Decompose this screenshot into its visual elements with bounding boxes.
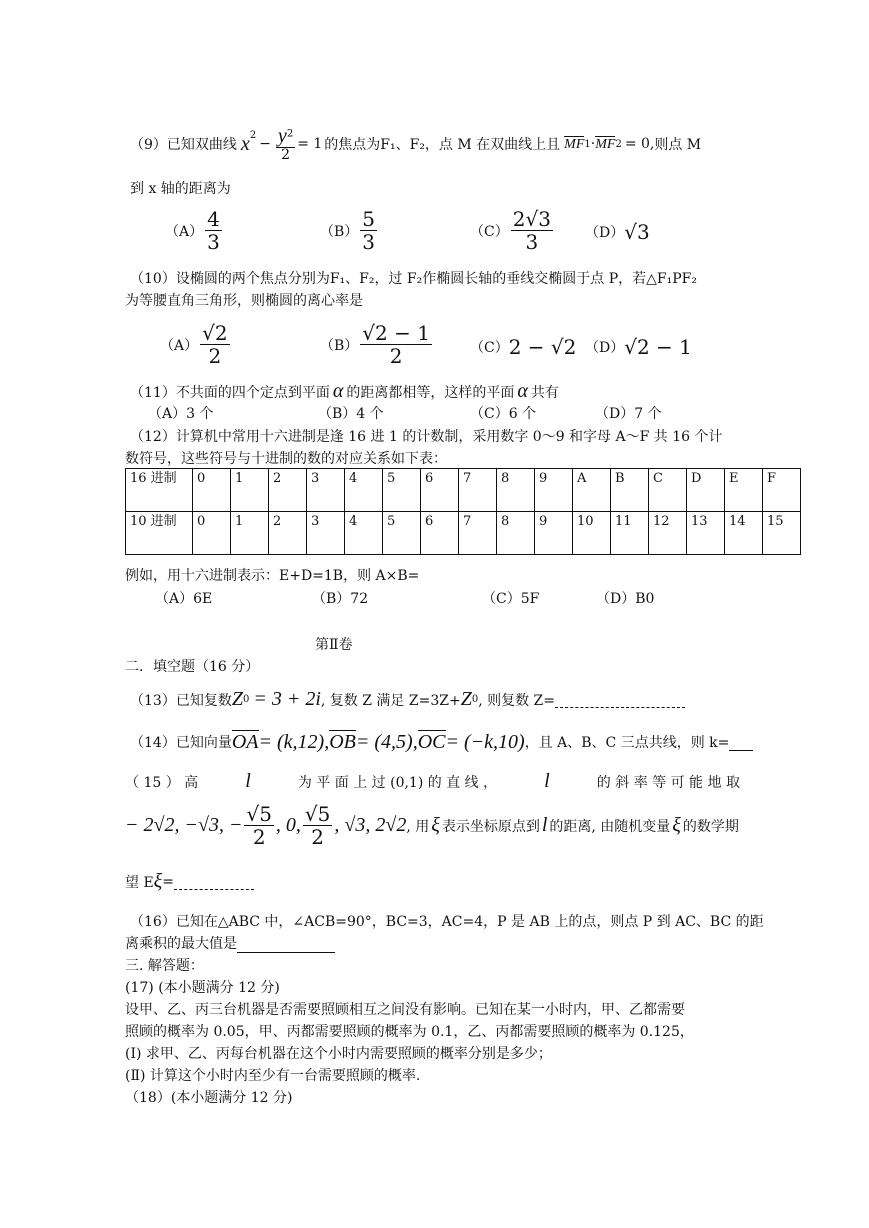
q9-y-exp: 2 xyxy=(286,128,294,140)
table-cell: 2 xyxy=(269,512,307,555)
q9-minus: − xyxy=(259,136,271,152)
q12-option-d: （D）B0 xyxy=(596,591,655,607)
q11-option-c: （C）6 个 xyxy=(470,406,537,422)
q12-option-a: （A）6E xyxy=(155,591,213,607)
table-cell: 3 xyxy=(307,469,345,512)
table-cell: 0 xyxy=(193,469,231,512)
q12-example: 例如，用十六进制表示：E+D=1B，则 A×B= xyxy=(125,568,420,584)
table-head-decimal: 10 进制 xyxy=(126,512,193,555)
q13-answer-blank[interactable] xyxy=(555,691,685,708)
q17-line1: 设甲、乙、丙三台机器是否需要照顾相互之间没有影响。已知在某一小时内，甲、乙都需要 xyxy=(125,1002,685,1018)
q11-alpha-2: α xyxy=(517,380,528,402)
table-cell: E xyxy=(725,469,763,512)
q17-header: (17) (本小题满分 12 分) xyxy=(125,980,280,996)
table-head-hex: 16 进制 xyxy=(126,469,193,512)
q14-expr-1: = (k,12), xyxy=(258,730,330,753)
q16-line2 xyxy=(125,933,335,953)
q13-z0-sub-2: 0 xyxy=(471,694,479,705)
q9-option-b-value: $\frac{5}{3}$ xyxy=(362,207,376,254)
q10-option-d-value: √2 − 1 xyxy=(624,335,692,359)
q13-prefix: （13）已知复数 xyxy=(130,692,232,709)
table-cell: 15 xyxy=(763,512,801,555)
q14-expr-2: = (4,5), xyxy=(355,730,418,753)
q9-eq-zero: = 0, xyxy=(624,136,655,152)
q9-option-b-label: （B） xyxy=(320,223,359,240)
table-cell: A xyxy=(573,469,611,512)
q10-line2: 为等腰直角三角形，则椭圆的离心率是 xyxy=(125,293,363,309)
q12-line2: 数符号，这些符号与十进制的数的对应关系如下表： xyxy=(125,451,447,467)
table-cell: 3 xyxy=(307,512,345,555)
q15-text-a: （ 15 ） 高 xyxy=(125,774,199,791)
q9-option-c-value: $\frac{2√3}{3}$ xyxy=(512,207,551,254)
table-cell: 14 xyxy=(725,512,763,555)
q11-line1 xyxy=(130,380,559,403)
q15-answer-blank[interactable] xyxy=(174,873,254,890)
q12-option-c: （C）5F xyxy=(482,591,540,607)
q9-option-a xyxy=(165,208,224,253)
q9-line1 xyxy=(130,124,701,164)
q11-text-a: （11）不共面的四个定点到平面 xyxy=(130,384,330,401)
q9-x: x xyxy=(240,132,250,155)
table-cell: 1 xyxy=(231,469,269,512)
q9-option-a-label: （A） xyxy=(165,223,204,240)
q9-y-den: 2 xyxy=(281,146,291,163)
q15-frac-1: $\frac{√5}{2}$ xyxy=(246,802,272,849)
q10-option-a xyxy=(160,322,232,367)
table-cell: 4 xyxy=(345,469,383,512)
q15-line1 xyxy=(125,770,740,793)
table-cell: 0 xyxy=(193,512,231,555)
q9-vec2-sub: 2 xyxy=(615,138,622,150)
q11-text-c: 共有 xyxy=(530,384,559,401)
q9-vec2: MF xyxy=(595,136,616,152)
q9-x-exp: 2 xyxy=(249,130,257,141)
q10-option-a-label: （A） xyxy=(160,337,199,354)
q9-option-a-value: $\frac{4}{3}$ xyxy=(207,207,220,254)
q10-option-d-label: （D） xyxy=(585,340,625,356)
table-cell: 8 xyxy=(497,469,535,512)
q9-vec1: MF xyxy=(564,136,585,152)
q15-xi: ξ xyxy=(431,814,440,836)
q15-text-e: 表示坐标原点到 xyxy=(441,818,540,835)
q9-option-b xyxy=(320,208,379,253)
table-cell: 12 xyxy=(649,512,687,555)
table-row-hex xyxy=(126,469,801,512)
q13-z0-2: Z xyxy=(460,688,472,710)
table-cell: F xyxy=(763,469,801,512)
table-cell: 7 xyxy=(459,469,497,512)
q15-line2 xyxy=(125,803,739,848)
q14-expr-3: = (−k,10) xyxy=(445,730,525,753)
q9-line2: 到 x 轴的距离为 xyxy=(130,181,231,197)
q13-eq: = 3 + 2i xyxy=(253,688,321,710)
q15-text-h: 望 E xyxy=(125,874,154,891)
q13-mid: , 复数 Z 满足 Z=3Z+ xyxy=(320,692,461,709)
q9-rhs: = 1 xyxy=(297,136,323,152)
q14-vec-oa: OA xyxy=(231,731,259,753)
q11-option-d: （D）7 个 xyxy=(595,406,662,422)
q13-z0-sub: 0 xyxy=(242,694,250,705)
q11-option-b: （B）4 个 xyxy=(318,406,384,422)
q13-z0: Z xyxy=(231,688,243,710)
q11-option-a: （A）3 个 xyxy=(148,406,214,422)
q11-text-b: 的距离都相等，这样的平面 xyxy=(346,384,515,401)
table-cell: 10 xyxy=(573,512,611,555)
q10-line1: （10）设椭圆的两个焦点分别为F₁、F₂，过 F₂作椭圆长轴的垂线交椭圆于点 P，若△F₁PF₂ xyxy=(130,271,697,287)
q15-text-d: , 用 xyxy=(406,818,430,835)
table-cell: 7 xyxy=(459,512,497,555)
q17-part2: (Ⅱ) 计算这个小时内至少有一台需要照顾的概率. xyxy=(125,1068,421,1084)
q18-header: （18）(本小题满分 12 分) xyxy=(125,1090,293,1106)
section3-heading: 三. 解答题： xyxy=(125,958,204,974)
table-cell: 6 xyxy=(421,512,459,555)
q9-y: y xyxy=(277,124,287,147)
q10-option-b xyxy=(320,322,434,367)
q15-xi-3: ξ xyxy=(153,870,163,892)
q10-option-b-label: （B） xyxy=(320,337,359,354)
q9-y-fraction xyxy=(276,125,295,163)
q9-mid: 的焦点为F₁、F₂，点 M 在双曲线上且 xyxy=(324,137,561,153)
table-cell: 13 xyxy=(687,512,725,555)
table-cell: 2 xyxy=(269,469,307,512)
table-cell: D xyxy=(687,469,725,512)
q15-text-b: 为 平 面 上 过 (0,1) 的 直 线 ， xyxy=(297,774,498,791)
table-cell: 5 xyxy=(383,512,421,555)
q10-option-d xyxy=(585,335,692,359)
q16-answer-blank[interactable] xyxy=(237,938,335,953)
q15-text-c: 的 斜 率 等 可 能 地 取 xyxy=(596,774,740,791)
q9-prefix: （9）已知双曲线 xyxy=(130,137,237,153)
section2-heading: 二．填空题（16 分） xyxy=(125,659,260,675)
q14-vec-oc: OC xyxy=(417,731,446,753)
q15-vals-b: , 0, xyxy=(275,814,301,836)
q15-line3: 望 E ξ = xyxy=(125,870,254,893)
q10-option-c-label: （C） xyxy=(470,340,509,356)
q9-option-d xyxy=(585,220,650,244)
q10-option-b-value: $\frac{√2 - 1}{2}$ xyxy=(362,321,430,368)
q11-alpha: α xyxy=(332,380,344,402)
q15-text-f: 的距离, 由随机变量 xyxy=(549,818,671,835)
q17-part1: (Ⅰ) 求甲、乙、丙每台机器在这个小时内需要照顾的概率分别是多少； xyxy=(125,1046,552,1062)
q9-option-d-value: √3 xyxy=(624,220,650,244)
q15-xi-2: ξ xyxy=(672,814,681,836)
table-cell: 8 xyxy=(497,512,535,555)
q9-option-d-label: （D） xyxy=(585,225,625,241)
table-cell: 11 xyxy=(611,512,649,555)
q10-option-a-value: $\frac{√2}{2}$ xyxy=(202,321,228,368)
q15-vals-c: , √3, 2√2 xyxy=(334,814,407,836)
q10-option-c-value: 2 − √2 xyxy=(508,335,577,359)
table-cell: B xyxy=(611,469,649,512)
q10-option-c xyxy=(470,335,576,359)
q9-option-c-label: （C） xyxy=(470,223,509,240)
q9-option-c xyxy=(470,208,555,253)
q9-dot: · xyxy=(590,136,596,152)
table-cell: C xyxy=(649,469,687,512)
table-cell: 4 xyxy=(345,512,383,555)
q14-vec-ob: OB xyxy=(329,731,356,753)
q13-suffix: , 则复数 Z= xyxy=(478,692,556,709)
q9-suffix: 则点 M xyxy=(654,137,702,153)
table-cell: 5 xyxy=(383,469,421,512)
q17-line2: 照顾的概率为 0.05，甲、丙都需要照顾的概率为 0.1，乙、丙都需要照顾的概率为 0.125， xyxy=(125,1024,694,1040)
q12-option-b: （B）72 xyxy=(312,591,369,607)
table-cell: 1 xyxy=(231,512,269,555)
q14-suffix: ，且 A、B、C 三点共线，则 k= xyxy=(524,735,730,751)
q15-frac-2: $\frac{√5}{2}$ xyxy=(304,802,331,849)
q13-line xyxy=(130,688,685,711)
q15-vals-a: − 2√2, −√3, − xyxy=(125,814,243,836)
q14-answer-blank[interactable] xyxy=(729,734,753,751)
q12-line1: （12）计算机中常用十六进制是逢 16 进 1 的计数制，采用数字 0～9 和字母 A～F 共 16 个计 xyxy=(130,429,723,445)
table-cell: 9 xyxy=(535,469,573,512)
q14-line xyxy=(130,730,753,754)
q16-text: 离乘积的最大值是 xyxy=(125,936,237,952)
hex-decimal-table xyxy=(125,468,801,555)
table-cell: 6 xyxy=(421,469,459,512)
q15-l-3: l xyxy=(541,814,548,836)
table-cell: 9 xyxy=(535,512,573,555)
q15-l-2: l xyxy=(544,770,550,792)
q14-prefix: （14）已知向量 xyxy=(130,735,232,751)
table-row-decimal xyxy=(126,512,801,555)
q9-vec1-sub: 1 xyxy=(584,138,591,150)
q15-l: l xyxy=(245,770,251,792)
q16-line1: （16）已知在△ABC 中，∠ACB=90°，BC=3，AC=4，P 是 AB 上的点，则点 P 到 AC、BC 的距 xyxy=(130,914,764,930)
part2-title: 第Ⅱ卷 xyxy=(315,637,353,653)
q15-text-g: 的数学期 xyxy=(682,818,739,835)
